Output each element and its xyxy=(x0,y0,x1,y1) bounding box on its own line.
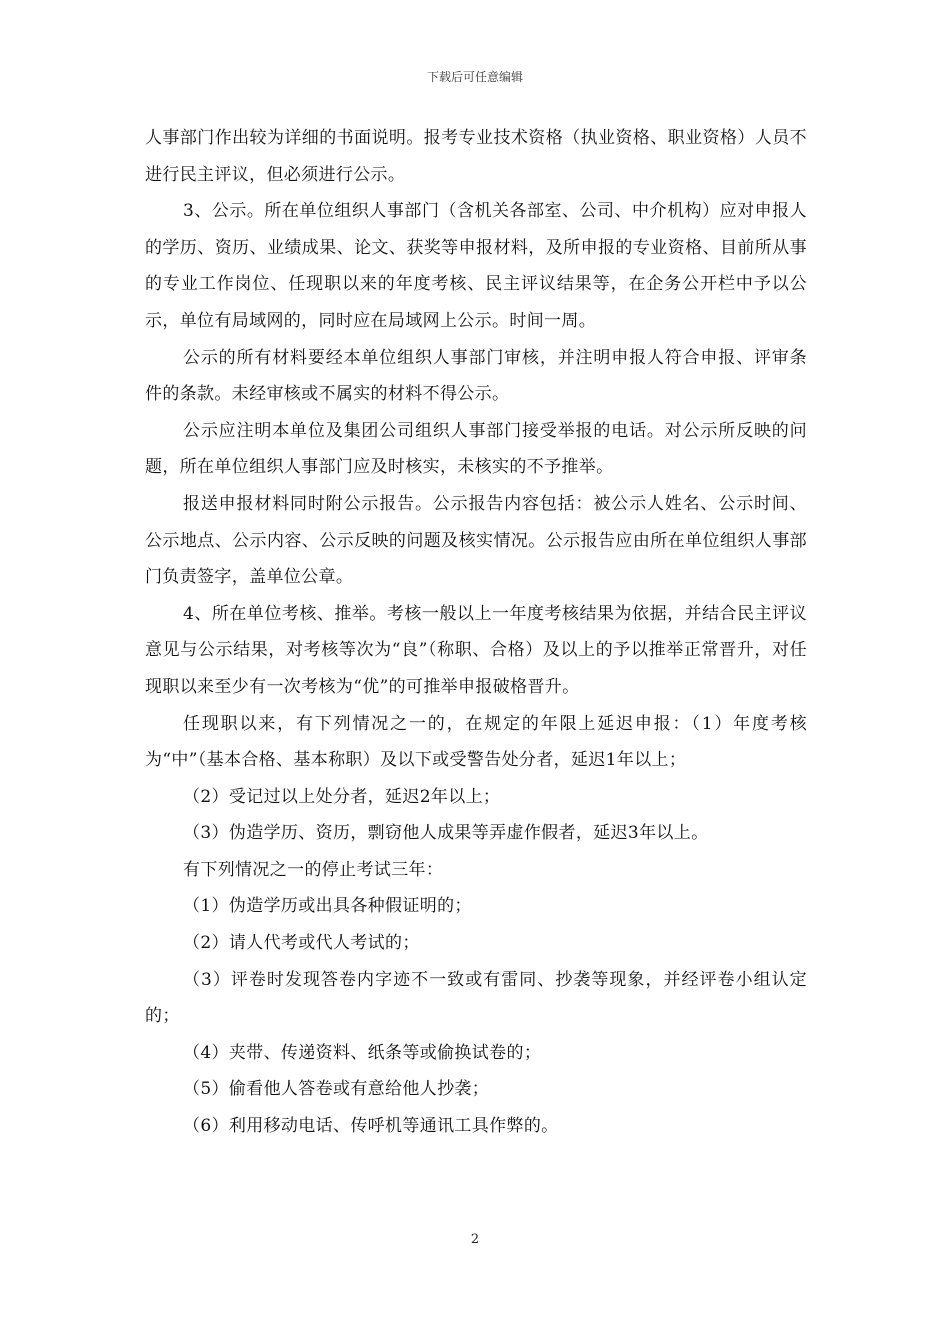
paragraph: 人事部门作出较为详细的书面说明。报考专业技术资格（执业资格、职业资格）人员不进行民主评议，但必须进行公示。 xyxy=(145,128,807,185)
page-number: 2 xyxy=(470,1232,480,1247)
paragraph: 有下列情况之一的停止考试三年： xyxy=(183,859,444,880)
paragraph: 3、公示。所在单位组织人事部门（含机关各部室、公司、中介机构）应对申报人的学历、资历、业绩成果、论文、获奖等申报材料，及所申报的专业资格、目前所从事的专业工作岗位、任现职以来的年度考核、民主评议结果等，在企务公开栏中予以公示，单位有局域网的，同时应在局域网上公示。时间一周。 xyxy=(145,201,807,331)
page-header-note: 下载后可任意编辑 xyxy=(426,70,523,84)
paragraph: （2）受记过以上处分者，延迟2年以上； xyxy=(183,786,501,807)
paragraph: 任现职以来，有下列情况之一的，在规定的年限上延迟申报：（1）年度考核为“中”（基本合格、基本称职）及以下或受警告处分者，延迟1年以上； xyxy=(145,713,807,771)
paragraph: （6）利用移动电话、传呼机等通讯工具作弊的。 xyxy=(183,1116,559,1137)
document-body xyxy=(145,120,807,1145)
paragraph: （4）夹带、传递资料、纸条等或偷换试卷的； xyxy=(183,1042,542,1063)
paragraph: （1）伪造学历或出具各种假证明的； xyxy=(183,896,472,917)
paragraph: 公示应注明本单位及集团公司组织人事部门接受举报的电话。对公示所反映的问题，所在单位组织人事部门应及时核实，未核实的不予推举。 xyxy=(145,420,807,478)
paragraph: （3）伪造学历、资历，剽窃他人成果等弄虚作假者，延迟3年以上。 xyxy=(183,823,709,844)
paragraph: （2）请人代考或代人考试的； xyxy=(183,933,420,954)
paragraph: 公示的所有材料要经本单位组织人事部门审核，并注明申报人符合申报、评审条件的条款。未经审核或不属实的材料不得公示。 xyxy=(145,347,807,405)
paragraph: 报送申报材料同时附公示报告。公示报告内容包括：被公示人姓名、公示时间、公示地点、公示内容、公示反映的问题及核实情况。公示报告应由所在单位组织人事部门负责签字，盖单位公章。 xyxy=(145,493,807,588)
paragraph: （5）偷看他人答卷或有意给他人抄袭； xyxy=(183,1079,490,1100)
paragraph: 4、所在单位考核、推举。考核一般以上一年度考核结果为依据，并结合民主评议意见与公示结果，对考核等次为“良”（称职、合格）及以上的予以推举正常晋升，对任现职以来至少有一次考核为“优”的可推举申报破格晋升。 xyxy=(145,603,807,697)
paragraph: （3）评卷时发现答卷内字迹不一致或有雷同、抄袭等现象，并经评卷小组认定的； xyxy=(145,969,807,1027)
